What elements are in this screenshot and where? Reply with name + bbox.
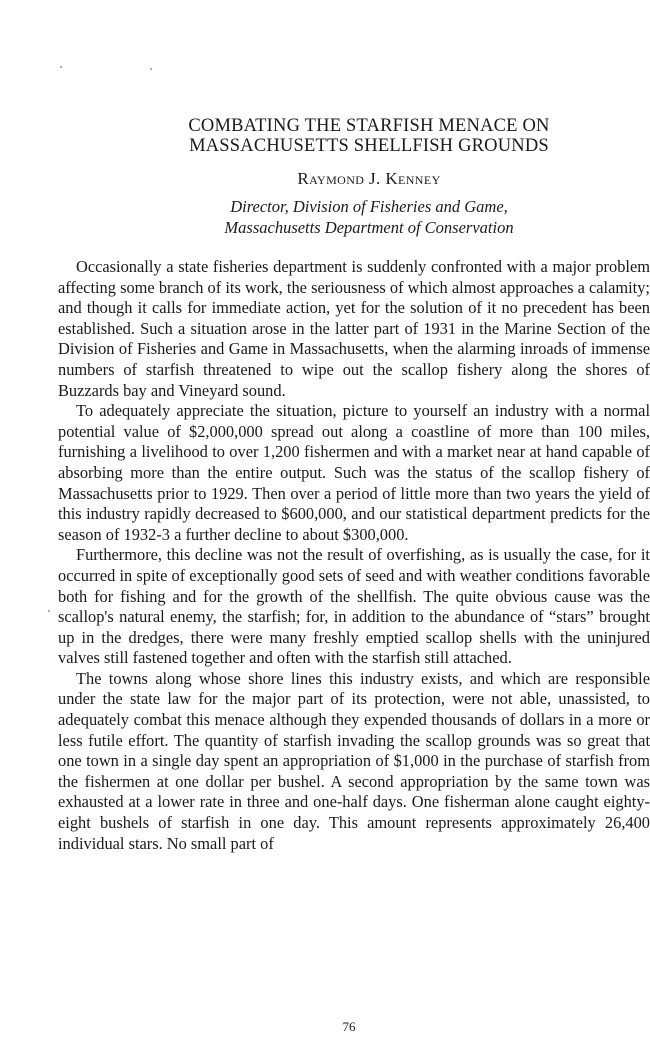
scan-speck [48, 610, 50, 612]
page-number: 76 [342, 1019, 356, 1034]
article-title [88, 116, 650, 156]
title-line-2: MASSACHUSETTS SHELLFISH GROUNDS [189, 136, 549, 156]
article-page [58, 0, 650, 854]
body-paragraph-3: Furthermore, this decline was not the result of overfishing, as is usually the case, for it occurred in spite of exceptionally good sets of seed and with weather conditions favorable both for fishing and for the growth of the shellfish. The quite obvious cause was the scallop's natural enemy, the starfish; for, in addition to the abundance of “stars” brought up in the dredges, there were many freshly emptied scallop shells with the uninjured valves still fastened together and often with the starfish still attached. [58, 545, 650, 668]
affiliation-line-2: Massachusetts Department of Conservation [224, 218, 514, 237]
title-line-1: COMBATING THE STARFISH MENACE ON [188, 116, 550, 136]
body-paragraph-4: The towns along whose shore lines this industry exists, and which are responsible under the state law for the major part of its protection, were not able, unassisted, to adequately combat this menace although they expended thousands of dollars in a more or less futile effort. The quantity of starfish invading the scallop grounds was so great that one town in a single day spent an appropriation of $1,000 in the purchase of starfish from the fishermen at one dollar per bushel. A second appropriation by the same town was exhausted at a lower rate in three and one-half days. One fisherman alone caught eighty-eight bushels of starfish in one day. This amount represents approximately 26,400 individual stars. No small part of [58, 668, 650, 853]
body-paragraph-2: To adequately appreciate the situation, picture to yourself an industry with a normal potential value of $2,000,000 spread out along a coastline of more than 100 miles, furnishing a livelihood to over 1,200 fishermen and with a market near at hand capable of absorbing more than the entire output. Such was the status of the scallop fishery of Massachusetts prior to 1929. Then over a period of little more than two years the yield of this industry rapidly decreased to $600,000, and our statistical department predicts for the season of 1932-3 a further decline to about $300,000. [58, 401, 650, 544]
author-affiliation [88, 196, 650, 238]
article-body [58, 257, 650, 854]
body-paragraph-1: Occasionally a state fisheries department is suddenly confronted with a major problem affecting some branch of its work, the seriousness of which almost approaches a calamity; and though it calls for immediate action, yet for the solution of it no precedent has been established. Such a situation arose in the latter part of 1931 in the Marine Section of the Division of Fisheries and Game in Massachusetts, when the alarming inroads of immense numbers of starfish threatened to wipe out the scallop fishery along the shores of Buzzards bay and Vineyard sound. [58, 257, 650, 400]
affiliation-line-1: Director, Division of Fisheries and Game, [230, 197, 508, 216]
author-name: Raymond J. Kenney [297, 169, 441, 188]
